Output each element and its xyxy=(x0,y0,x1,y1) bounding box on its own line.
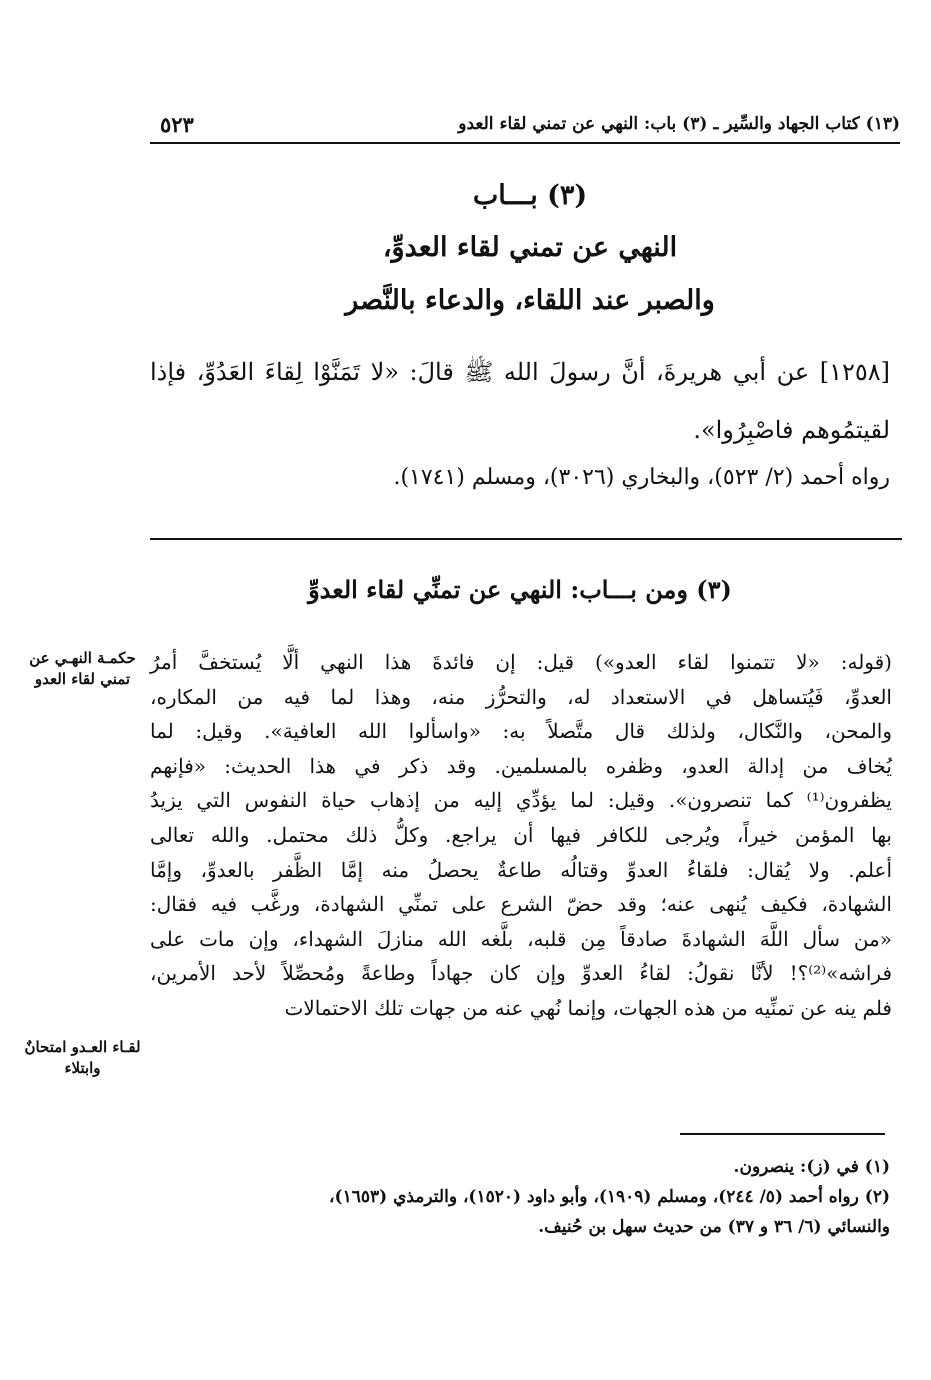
chapter-bab-heading: (٣) بـــاب xyxy=(472,180,588,211)
chapter-title-line1: النهي عن تمني لقاء العدوِّ، xyxy=(382,232,678,263)
commentary-body xyxy=(150,645,892,1026)
commentary-line: يظفرون⁽¹⁾ كما تنصرون». وقيل: لما يؤدِّي إليه من إذهاب حياة النفوس التي يزيدُ xyxy=(150,788,892,813)
footnote-1: (١) في (ز): ينصرون. xyxy=(733,1157,890,1177)
page-number: ٥٢٣ xyxy=(160,112,194,137)
section-divider xyxy=(150,538,902,540)
commentary-line: فلم ينه عن تمنِّيه من هذه الجهات، وإنما نُهي عنه من جهات تلك الاحتمالات xyxy=(284,995,892,1020)
commentary-line: «من سأل اللَّهَ الشهادةَ صادقاً مِن قلبه، بلَّغه الله منازلَ الشهداء، وإن مات على xyxy=(150,926,892,951)
commentary-line: أعلم. ولا يُقال: فلقاءُ العدوِّ وقتالُه طاعةٌ يحصلُ منه إمَّا الظَّفر بالعدوِّ، وإمَّا xyxy=(150,857,892,882)
running-header xyxy=(150,112,900,144)
margin-note-trial: لقـاء العـدو امتحانٌ وابتلاء xyxy=(24,1038,141,1077)
commentary-line: الشهادة، فكيف يُنهى عنه؛ وقد حضّ الشرع على تمنِّي الشهادة، ورغَّب فيه فقال: xyxy=(150,892,892,917)
footnotes xyxy=(150,1152,890,1242)
commentary-line: (قوله: «لا تتمنوا لقاء العدو») قيل: إن فائدةَ هذا النهي ألَّا يُستخفَّ أمرُ xyxy=(150,650,892,674)
footnote-rule xyxy=(680,1133,885,1135)
commentary-line: بها المؤمن خيراً، ويُرجى للكافر فيها أن يراجع. وكلُّ ذلك محتمل. والله تعالى xyxy=(150,822,892,847)
commentary-heading: (٣) ومن بـــاب: النهي عن تمنِّي لقاء العدوِّ xyxy=(308,575,732,604)
hadith-text: [١٢٥٨] عن أبي هريرةَ، أنَّ رسولَ الله ﷺ قالَ: «لا تَمَنَّوْا لِقاءَ العَدُوِّ، فإذا لقيتمُوهم فاصْبِرُوا». xyxy=(150,358,890,444)
commentary-line: العدوِّ، فَيُتساهل في الاستعداد له، والتحرُّز منه، وهذا لما فيه من المكاره، xyxy=(150,684,892,709)
running-title: (١٣) كتاب الجهاد والسِّير ـ (٣) باب: النهي عن تمني لقاء العدو xyxy=(458,114,900,134)
commentary-line: والمحن، والنَّكال، ولذلك قال متَّصلاً به: «واسألوا الله العافية». وقيل: لما xyxy=(150,719,892,744)
margin-note-wisdom: حكمـة النهـي عن تمني لقاء العدو xyxy=(29,649,136,688)
commentary-line: يُخاف من إدالة العدو، وظفره بالمسلمين. وقد ذكر في هذا الحديث: «فإنهم xyxy=(150,753,892,778)
hadith-attribution: رواه أحمد (٢/ ٥٢٣)، والبخاري (٣٠٢٦)، ومسلم (١٧٤١). xyxy=(393,465,890,490)
commentary-line: فراشه»⁽²⁾؟! لأنَّا نقولُ: لقاءُ العدوِّ وإن كان جهاداً وطاعةً ومُحصِّلاً لأحد الأمرين، xyxy=(150,961,892,986)
chapter-title-line2: والصبر عند اللقاء، والدعاء بالنَّصر xyxy=(345,285,715,316)
footnote-2-line2: والنسائي (٦/ ٣٦ و ٣٧) من حديث سهل بن حُنيف. xyxy=(538,1217,890,1237)
footnote-2-line1: (٢) رواه أحمد (٥/ ٢٤٤)، ومسلم (١٩٠٩)، وأبو داود (١٥٢٠)، والترمذي (١٦٥٣)، xyxy=(329,1187,890,1207)
